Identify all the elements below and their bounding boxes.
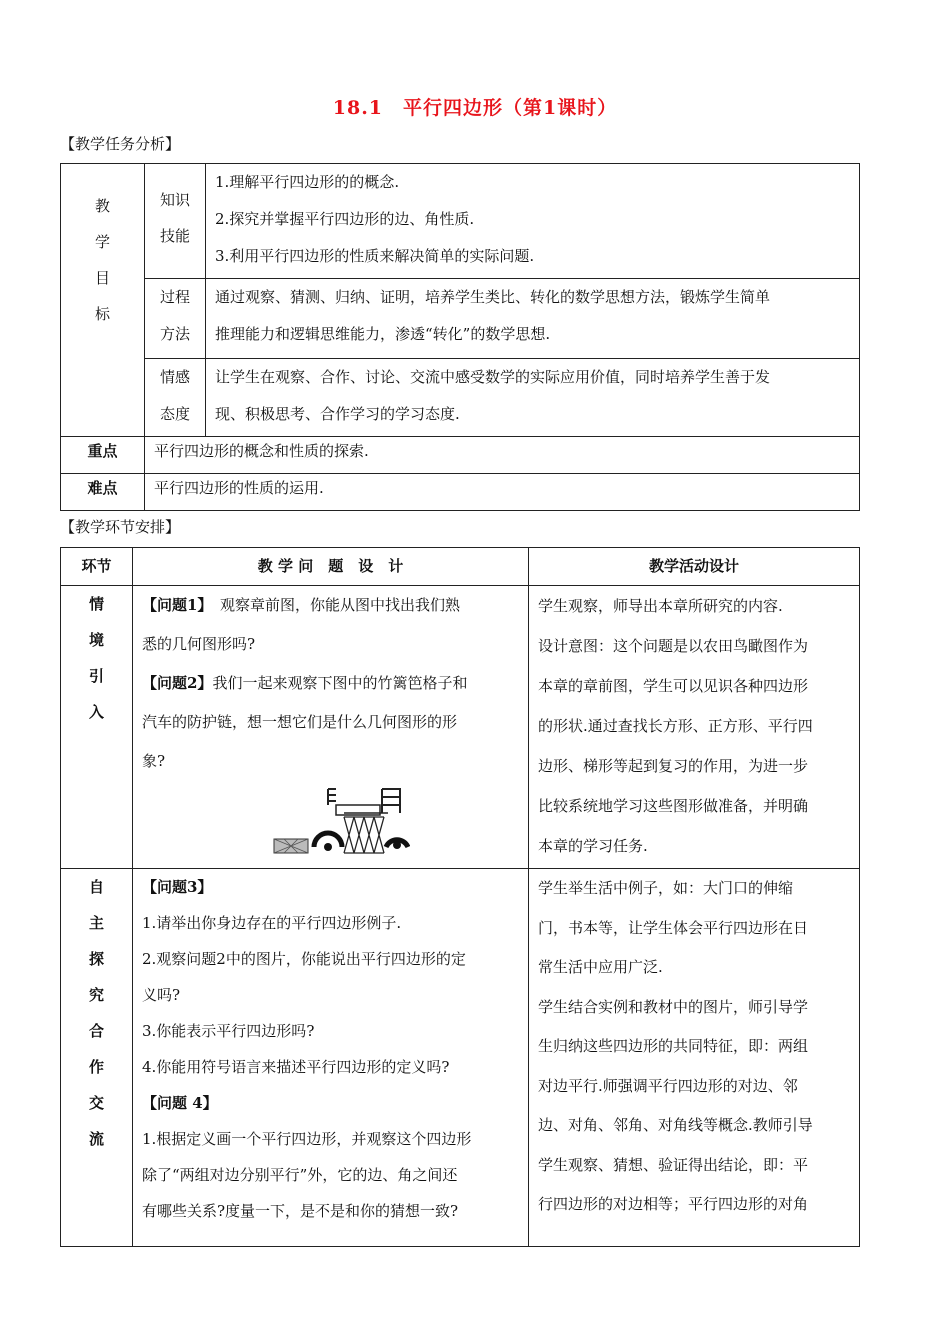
stage-char: 合 bbox=[88, 1022, 104, 1040]
objective-line: 1.理解平行四边形的的概念. bbox=[215, 173, 400, 191]
objective-line: 2.探究并掌握平行四边形的边、角性质. bbox=[215, 210, 475, 228]
stage-explore-activity bbox=[529, 869, 860, 1247]
question-2-line bbox=[142, 664, 520, 703]
knowledge-skill-content bbox=[206, 164, 860, 279]
activity-line: 本章的学习任务. bbox=[538, 837, 648, 855]
header-question-design: 教 学 问 题 设 计 bbox=[133, 548, 529, 586]
fence-chain-illustration bbox=[270, 787, 410, 859]
objective-line: 让学生在观察、合作、讨论、交流中感受数学的实际应用价值，同时培养学生善于发 bbox=[215, 368, 771, 386]
objectives-label bbox=[61, 164, 145, 437]
objective-line: 推理能力和逻辑思维能力，渗透“转化”的数学思想. bbox=[215, 325, 551, 343]
question-3-line: 2.观察问题2中的图片，你能说出平行四边形的定 bbox=[142, 950, 466, 968]
objectives-char: 标 bbox=[94, 305, 110, 323]
question-1-text: 观察章前图，你能从图中找出我们熟 bbox=[204, 596, 460, 614]
header-step: 环节 bbox=[61, 548, 133, 586]
stage-char: 境 bbox=[88, 631, 104, 649]
activity-line: 行四边形的对边相等；平行四边形的对角 bbox=[538, 1195, 809, 1213]
stage-char: 入 bbox=[88, 703, 104, 721]
stage-char: 交 bbox=[88, 1094, 104, 1112]
objective-line: 通过观察、猜测、归纳、证明，培养学生类比、转化的数学思想方法，锻炼学生简单 bbox=[215, 288, 771, 306]
question-3-line: 4.你能用符号语言来描述平行四边形的定义吗? bbox=[142, 1058, 450, 1076]
stage-char: 作 bbox=[88, 1058, 104, 1076]
question-3-tag: 【问题3】 bbox=[142, 878, 213, 896]
activity-line: 设计意图：这个问题是以农田鸟瞰图作为 bbox=[538, 637, 809, 655]
objective-line: 现、积极思考、合作学习的学习态度. bbox=[215, 405, 460, 423]
sub-label-line: 过程 bbox=[159, 288, 190, 306]
stage-intro-questions bbox=[133, 586, 529, 869]
stage-intro-label bbox=[61, 586, 133, 869]
analysis-heading: 【教学任务分析】 bbox=[60, 135, 181, 153]
activity-line: 本章的章前图，学生可以见识各种四边形 bbox=[538, 677, 809, 695]
stage-char: 引 bbox=[88, 667, 104, 685]
process-method-label bbox=[145, 279, 206, 359]
stage-char: 自 bbox=[88, 878, 104, 896]
key-point-label: 重点 bbox=[61, 437, 145, 474]
stage-char: 探 bbox=[88, 950, 104, 968]
stage-char: 主 bbox=[88, 914, 104, 932]
key-point-content: 平行四边形的概念和性质的探索. bbox=[145, 437, 860, 474]
activity-line: 学生观察、猜想、验证得出结论，即：平 bbox=[538, 1155, 809, 1174]
stage-explore-label bbox=[61, 869, 133, 1247]
activity-line: 比较系统地学习这些图形做准备，并明确 bbox=[538, 797, 809, 815]
activity-line: 的形状.通过查找长方形、正方形、平行四 bbox=[538, 717, 813, 735]
question-4-tag: 【问题 4】 bbox=[142, 1094, 218, 1112]
activity-line: 学生观察，师导出本章所研究的内容. bbox=[538, 597, 783, 615]
activity-line: 常生活中应用广泛. bbox=[538, 958, 663, 976]
objectives-char: 教 bbox=[94, 197, 110, 215]
emotion-attitude-content bbox=[206, 359, 860, 437]
question-2-tag: 【问题2】 bbox=[142, 674, 213, 692]
sub-label-line: 知识 bbox=[159, 191, 190, 209]
stage-explore-questions bbox=[133, 869, 529, 1247]
question-1-cont: 悉的几何图形吗? bbox=[142, 635, 256, 653]
arrangement-heading: 【教学环节安排】 bbox=[60, 518, 181, 536]
sub-label-line: 方法 bbox=[159, 325, 190, 343]
activity-line: 边、对角、邻角、对角线等概念.教师引导 bbox=[538, 1116, 813, 1134]
question-3-line: 1.请举出你身边存在的平行四边形例子. bbox=[142, 914, 402, 932]
objective-line: 3.利用平行四边形的性质来解决简单的实际问题. bbox=[215, 247, 535, 265]
question-2-text: 我们一起来观察下图中的竹篱笆格子和 bbox=[212, 674, 468, 692]
question-2-cont: 象? bbox=[142, 752, 166, 770]
knowledge-skill-label bbox=[145, 164, 206, 279]
activity-line: 学生结合实例和教材中的图片，师引导学 bbox=[538, 997, 809, 1016]
stage-char: 流 bbox=[88, 1130, 104, 1148]
question-4-line: 除了“两组对边分别平行”外，它的边、角之间还 bbox=[142, 1166, 458, 1184]
analysis-table bbox=[60, 163, 860, 511]
emotion-attitude-label bbox=[145, 359, 206, 437]
objectives-char: 学 bbox=[94, 233, 110, 251]
question-2-cont: 汽车的防护链，想一想它们是什么几何图形的形 bbox=[142, 713, 458, 731]
header-activity-design: 教学活动设计 bbox=[529, 548, 860, 586]
activity-line: 对边平行.师强调平行四边形的对边、邻 bbox=[538, 1076, 798, 1095]
stage-char: 情 bbox=[88, 595, 104, 613]
question-3-line: 义吗? bbox=[142, 986, 181, 1004]
activity-line: 边形、梯形等起到复习的作用，为进一步 bbox=[538, 757, 809, 775]
activity-line: 门，书本等，让学生体会平行四边形在日 bbox=[538, 918, 809, 937]
objectives-char: 目 bbox=[94, 269, 110, 287]
difficulty-content: 平行四边形的性质的运用. bbox=[145, 474, 860, 511]
steps-table bbox=[60, 547, 860, 1247]
page-title: 18.1 平行四边形（第1课时） bbox=[332, 97, 618, 119]
question-4-line: 有哪些关系?度量一下，是不是和你的猜想一致? bbox=[142, 1202, 459, 1220]
stage-intro-activity bbox=[529, 586, 860, 869]
question-4-line: 1.根据定义画一个平行四边形，并观察这个四边形 bbox=[142, 1130, 472, 1148]
difficulty-label: 难点 bbox=[61, 474, 145, 511]
question-3-line: 3.你能表示平行四边形吗? bbox=[142, 1022, 315, 1040]
question-1-tag: 【问题1】 bbox=[142, 596, 205, 614]
process-method-content bbox=[206, 279, 860, 359]
activity-line: 生归纳这些四边形的共同特征，即：两组 bbox=[538, 1037, 809, 1055]
activity-line: 学生举生活中例子，如：大门口的伸缩 bbox=[538, 879, 794, 897]
sub-label-line: 态度 bbox=[159, 405, 190, 423]
stage-char: 究 bbox=[88, 986, 104, 1004]
sub-label-line: 技能 bbox=[159, 227, 190, 245]
sub-label-line: 情感 bbox=[159, 368, 190, 386]
question-1-line bbox=[142, 586, 520, 625]
